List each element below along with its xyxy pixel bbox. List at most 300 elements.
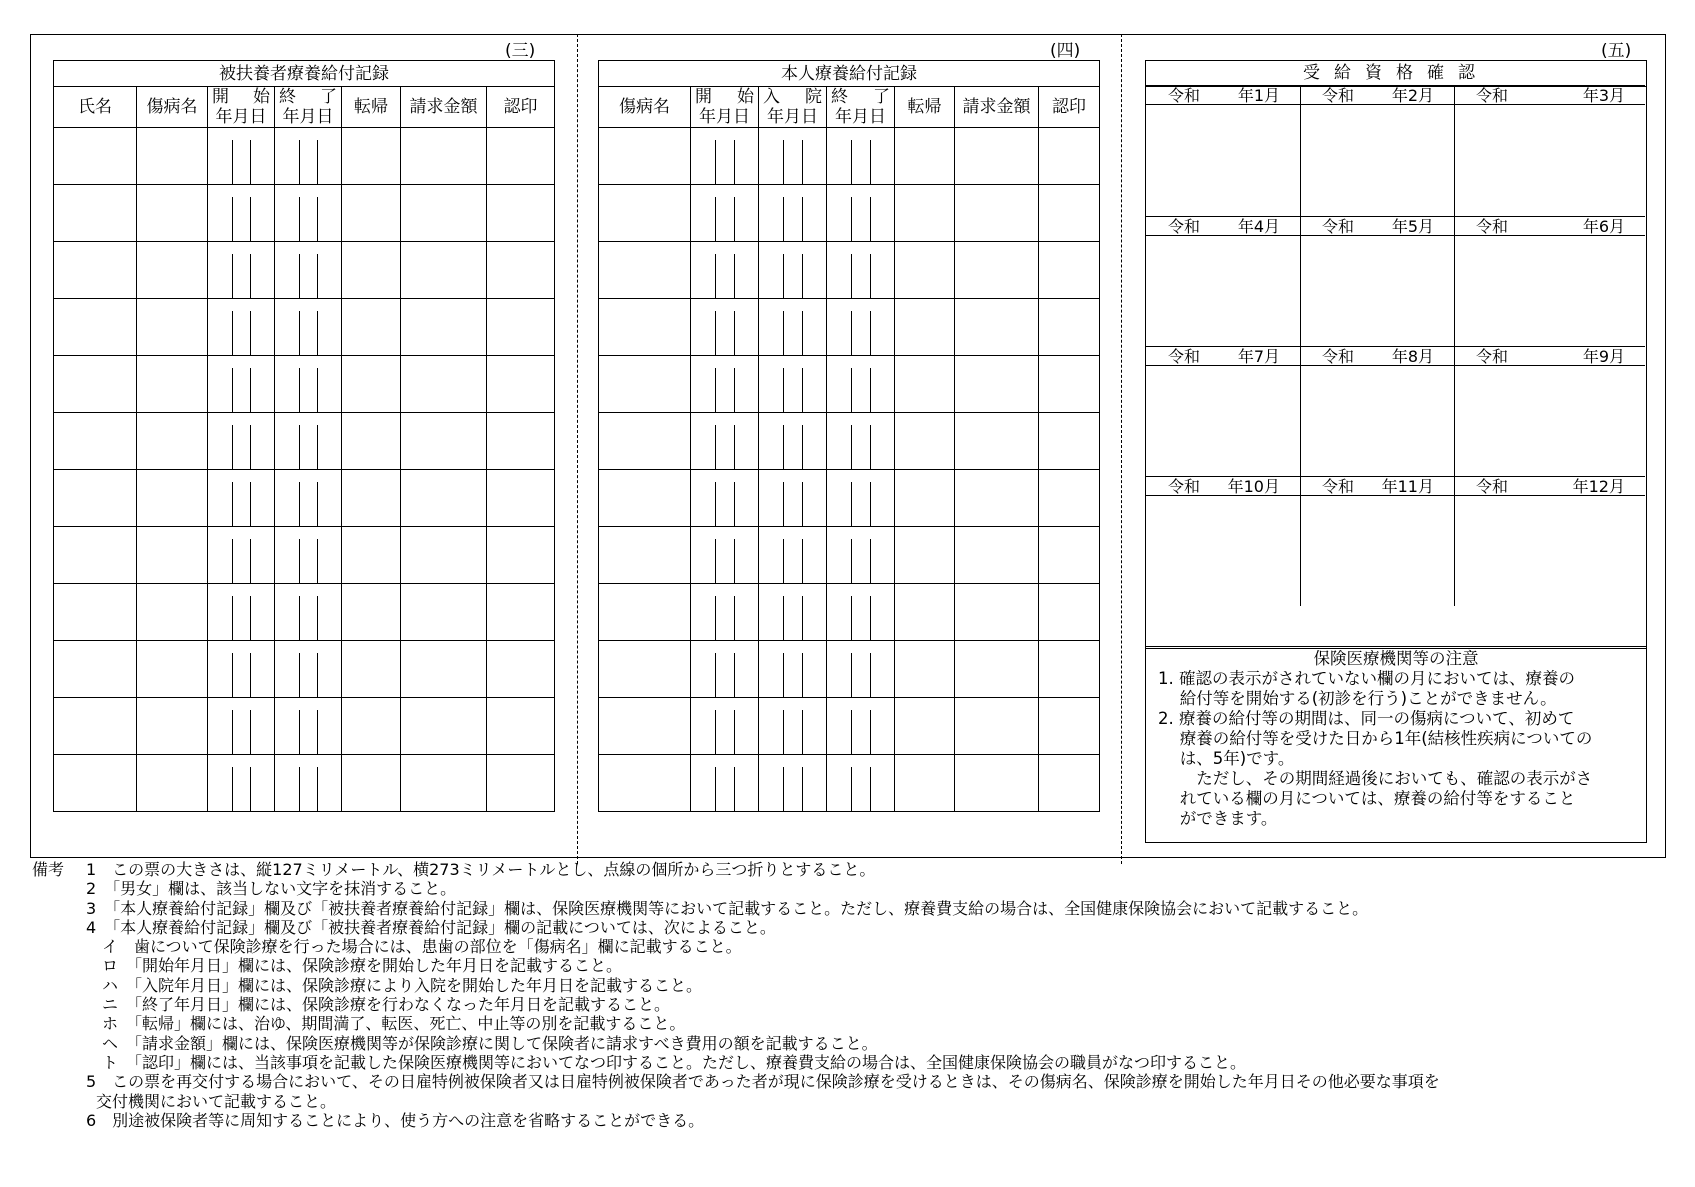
entry-cell[interactable] <box>955 242 1039 299</box>
entry-cell[interactable] <box>137 128 208 185</box>
entry-cell[interactable] <box>955 698 1039 755</box>
entry-cell[interactable] <box>342 185 401 242</box>
fold-line-left <box>577 34 578 864</box>
record-row <box>54 413 555 470</box>
entry-cell[interactable] <box>54 698 137 755</box>
month-label <box>1146 216 1300 236</box>
record-row <box>599 470 1100 527</box>
entry-cell[interactable] <box>895 470 955 527</box>
entry-cell[interactable] <box>895 185 955 242</box>
remarks-line: 3 「本人療養給付記録」欄及び「被扶養者療養給付記録」欄は、保険医療機関等において記載すること。ただし、療養費支給の場合は、全国健康保険協会において記載すること。 <box>86 898 1369 918</box>
era-label: 令和 <box>1322 217 1355 236</box>
entry-cell[interactable] <box>401 584 487 641</box>
date-entry-cell[interactable] <box>691 299 759 356</box>
entry-cell[interactable] <box>54 128 137 185</box>
entry-cell[interactable] <box>342 242 401 299</box>
record-row <box>599 698 1100 755</box>
entry-cell[interactable] <box>599 584 691 641</box>
entry-cell[interactable] <box>599 242 691 299</box>
entry-cell[interactable] <box>1039 128 1100 185</box>
entry-cell[interactable] <box>487 185 555 242</box>
date-entry-cell[interactable] <box>275 185 342 242</box>
entry-cell[interactable] <box>895 356 955 413</box>
header-end-b: 了 <box>320 87 337 107</box>
date-entry-cell[interactable] <box>208 470 275 527</box>
entry-cell[interactable] <box>1039 641 1100 698</box>
entry-cell[interactable] <box>342 755 401 812</box>
entry-cell[interactable] <box>487 299 555 356</box>
entry-cell[interactable] <box>955 755 1039 812</box>
record-row <box>599 584 1100 641</box>
date-entry-cell[interactable] <box>208 413 275 470</box>
date-entry-cell[interactable] <box>275 470 342 527</box>
record-row <box>599 413 1100 470</box>
date-entry-cell[interactable] <box>827 356 895 413</box>
era-label: 令和 <box>1168 86 1201 105</box>
month-label <box>1300 85 1454 105</box>
era-label: 令和 <box>1476 86 1509 105</box>
section-number-four: (四) <box>1050 41 1081 61</box>
entry-cell[interactable] <box>137 470 208 527</box>
header-disease: 傷病名 <box>137 87 208 128</box>
month-grid-divider <box>1300 86 1301 606</box>
era-label: 令和 <box>1476 477 1509 496</box>
entry-cell[interactable] <box>401 413 487 470</box>
entry-cell[interactable] <box>54 470 137 527</box>
table-title: 被扶養者療養給付記録 <box>54 61 555 87</box>
header-start-a: 開 <box>695 87 712 107</box>
notice-items <box>1146 669 1646 829</box>
header-end-ymd: 年月日 <box>835 107 886 127</box>
entry-cell[interactable] <box>401 470 487 527</box>
date-entry-cell[interactable] <box>208 755 275 812</box>
header-start-ymd: 年月日 <box>215 107 267 127</box>
entry-cell[interactable] <box>137 641 208 698</box>
record-row <box>54 470 555 527</box>
month-name: 年3月 <box>1582 86 1625 105</box>
date-entry-cell[interactable] <box>759 413 827 470</box>
entry-cell[interactable] <box>955 413 1039 470</box>
date-entry-cell[interactable] <box>691 185 759 242</box>
header-admission-date <box>759 87 827 128</box>
era-label: 令和 <box>1322 86 1355 105</box>
date-entry-cell[interactable] <box>275 641 342 698</box>
entry-cell[interactable] <box>955 356 1039 413</box>
entry-cell[interactable] <box>137 755 208 812</box>
entry-cell[interactable] <box>1039 755 1100 812</box>
record-row <box>599 128 1100 185</box>
month-confirmation-cell[interactable] <box>1146 106 1300 216</box>
entry-cell[interactable] <box>1039 698 1100 755</box>
era-label: 令和 <box>1322 347 1355 366</box>
record-row <box>54 185 555 242</box>
notice-line: は、5年)です。 <box>1158 749 1295 768</box>
entry-cell[interactable] <box>54 584 137 641</box>
month-confirmation-cell[interactable] <box>1454 106 1645 216</box>
entry-cell[interactable] <box>342 641 401 698</box>
month-label <box>1454 346 1645 366</box>
entry-cell[interactable] <box>599 641 691 698</box>
entry-cell[interactable] <box>1039 413 1100 470</box>
entry-cell[interactable] <box>54 413 137 470</box>
month-grid-divider <box>1454 86 1455 606</box>
date-entry-cell[interactable] <box>759 584 827 641</box>
record-row <box>54 755 555 812</box>
entry-cell[interactable] <box>955 527 1039 584</box>
notice-line: ただし、その期間経過後においても、確認の表示がさ <box>1158 769 1593 788</box>
remarks-line: 4 「本人療養給付記録」欄及び「被扶養者療養給付記録」欄の記載については、次によること。 <box>86 917 776 937</box>
month-name: 年11月 <box>1381 477 1434 496</box>
record-row <box>54 299 555 356</box>
date-entry-cell[interactable] <box>759 242 827 299</box>
entry-cell[interactable] <box>401 527 487 584</box>
date-entry-cell[interactable] <box>275 356 342 413</box>
entry-cell[interactable] <box>487 698 555 755</box>
month-name: 年2月 <box>1391 86 1434 105</box>
date-entry-cell[interactable] <box>208 584 275 641</box>
month-confirmation-cell[interactable] <box>1300 106 1454 216</box>
entry-cell[interactable] <box>599 698 691 755</box>
entry-cell[interactable] <box>342 299 401 356</box>
month-name: 年9月 <box>1582 347 1625 366</box>
entry-cell[interactable] <box>342 698 401 755</box>
month-confirmation-cell[interactable] <box>1454 366 1645 476</box>
header-end-date <box>827 87 895 128</box>
header-name: 氏名 <box>54 87 137 128</box>
provider-notice <box>1146 646 1646 842</box>
entry-cell[interactable] <box>599 413 691 470</box>
entry-cell[interactable] <box>137 185 208 242</box>
month-confirmation-cell[interactable] <box>1146 236 1300 346</box>
header-end-a: 終 <box>831 87 848 107</box>
record-row <box>599 755 1100 812</box>
notice-line: ができます。 <box>1158 809 1278 828</box>
header-end-b: 了 <box>873 87 890 107</box>
entry-cell[interactable] <box>401 242 487 299</box>
entry-cell[interactable] <box>895 128 955 185</box>
entry-cell[interactable] <box>342 128 401 185</box>
header-outcome: 転帰 <box>342 87 401 128</box>
date-entry-cell[interactable] <box>691 128 759 185</box>
entry-cell[interactable] <box>54 299 137 356</box>
month-name: 年4月 <box>1237 217 1280 236</box>
record-row <box>599 356 1100 413</box>
entry-cell[interactable] <box>342 470 401 527</box>
table-title: 本人療養給付記録 <box>599 61 1100 87</box>
month-name: 年12月 <box>1572 477 1625 496</box>
date-entry-cell[interactable] <box>208 185 275 242</box>
entry-cell[interactable] <box>1039 299 1100 356</box>
header-start-b: 始 <box>737 87 754 107</box>
entry-cell[interactable] <box>137 584 208 641</box>
date-entry-cell[interactable] <box>759 299 827 356</box>
entry-cell[interactable] <box>137 413 208 470</box>
header-adm-b: 院 <box>805 87 822 107</box>
date-entry-cell[interactable] <box>275 242 342 299</box>
date-entry-cell[interactable] <box>208 128 275 185</box>
era-label: 令和 <box>1476 217 1509 236</box>
entry-cell[interactable] <box>342 527 401 584</box>
remarks-line: 2 「男女」欄は、該当しない文字を抹消すること。 <box>86 879 457 899</box>
date-entry-cell[interactable] <box>691 641 759 698</box>
entry-cell[interactable] <box>487 413 555 470</box>
header-end-ymd: 年月日 <box>282 107 334 127</box>
insured-care-record-table <box>598 60 1100 812</box>
entry-cell[interactable] <box>955 584 1039 641</box>
entry-cell[interactable] <box>401 185 487 242</box>
record-row <box>599 641 1100 698</box>
date-entry-cell[interactable] <box>691 356 759 413</box>
date-entry-cell[interactable] <box>827 128 895 185</box>
date-entry-cell[interactable] <box>759 641 827 698</box>
date-entry-cell[interactable] <box>827 527 895 584</box>
record-row <box>54 128 555 185</box>
date-entry-cell[interactable] <box>275 698 342 755</box>
header-claim: 請求金額 <box>955 87 1039 128</box>
remarks-line: ヘ 「請求金額」欄には、保険医療機関等が保険診療に関して保険者に請求すべき費用の額を記載すること。 <box>86 1033 878 1053</box>
entry-cell[interactable] <box>895 698 955 755</box>
remarks-line: ト 「認印」欄には、当該事項を記載した保険医療機関等においてなつ印すること。ただし、療養費支給の場合は、全国健康保険協会の職員がなつ印すること。 <box>86 1052 1247 1072</box>
era-label: 令和 <box>1168 217 1201 236</box>
date-entry-cell[interactable] <box>827 698 895 755</box>
date-entry-cell[interactable] <box>691 413 759 470</box>
entry-cell[interactable] <box>955 299 1039 356</box>
header-end-a: 終 <box>279 87 296 107</box>
date-entry-cell[interactable] <box>208 641 275 698</box>
month-confirmation-cell[interactable] <box>1146 496 1300 606</box>
date-entry-cell[interactable] <box>275 584 342 641</box>
date-entry-cell[interactable] <box>691 755 759 812</box>
date-entry-cell[interactable] <box>275 527 342 584</box>
entry-cell[interactable] <box>1039 185 1100 242</box>
month-name: 年8月 <box>1391 347 1434 366</box>
notice-line: 療養の給付等を受けた日から1年(結核性疾病についての <box>1158 729 1593 748</box>
date-entry-cell[interactable] <box>759 755 827 812</box>
entry-cell[interactable] <box>401 698 487 755</box>
entry-cell[interactable] <box>599 527 691 584</box>
entry-cell[interactable] <box>895 584 955 641</box>
entry-cell[interactable] <box>895 527 955 584</box>
era-label: 令和 <box>1322 477 1355 496</box>
date-entry-cell[interactable] <box>827 185 895 242</box>
remarks-line: ロ 「開始年月日」欄には、保険診療を開始した年月日を記載すること。 <box>86 956 623 976</box>
entry-cell[interactable] <box>1039 470 1100 527</box>
entry-cell[interactable] <box>342 413 401 470</box>
record-row <box>599 299 1100 356</box>
era-label: 令和 <box>1168 347 1201 366</box>
month-confirmation-cell[interactable] <box>1300 366 1454 476</box>
header-end-date <box>275 87 342 128</box>
entry-cell[interactable] <box>487 641 555 698</box>
entry-cell[interactable] <box>955 641 1039 698</box>
month-confirmation-cell[interactable] <box>1454 236 1645 346</box>
date-entry-cell[interactable] <box>827 413 895 470</box>
date-entry-cell[interactable] <box>759 698 827 755</box>
month-confirmation-cell[interactable] <box>1146 366 1300 476</box>
date-entry-cell[interactable] <box>208 698 275 755</box>
entry-cell[interactable] <box>54 527 137 584</box>
remarks-line: 6 別途被保険者等に周知することにより、使う方への注意を省略することができる。 <box>86 1110 705 1130</box>
remarks-line: ハ 「入院年月日」欄には、保険診療により入院を開始した年月日を記載すること。 <box>86 975 703 995</box>
entry-cell[interactable] <box>401 128 487 185</box>
entry-cell[interactable] <box>895 413 955 470</box>
date-entry-cell[interactable] <box>759 527 827 584</box>
header-adm-ymd: 年月日 <box>767 107 818 127</box>
month-name: 年10月 <box>1227 477 1280 496</box>
entry-cell[interactable] <box>599 356 691 413</box>
remarks-block <box>32 860 1672 1130</box>
remarks-line-1: 備考 1 この票の大きさは、縦127ミリメートル、横273ミリメートルとし、点線の個所から三つ折りとすること。 <box>32 860 876 879</box>
record-row <box>54 527 555 584</box>
entry-cell[interactable] <box>895 242 955 299</box>
era-label: 令和 <box>1168 477 1201 496</box>
notice-line: 給付等を開始する(初診を行う)ことができません。 <box>1158 689 1557 708</box>
month-label <box>1146 476 1300 496</box>
entry-cell[interactable] <box>599 470 691 527</box>
record-row <box>599 527 1100 584</box>
entry-cell[interactable] <box>487 242 555 299</box>
month-name: 年6月 <box>1582 217 1625 236</box>
remarks-line: ニ 「終了年月日」欄には、保険診療を行わなくなった年月日を記載すること。 <box>86 995 671 1015</box>
date-entry-cell[interactable] <box>275 755 342 812</box>
eligibility-confirmation-box <box>1145 60 1647 843</box>
entry-cell[interactable] <box>487 527 555 584</box>
month-label <box>1146 85 1300 105</box>
entry-cell[interactable] <box>487 755 555 812</box>
header-adm-a: 入 <box>763 87 780 107</box>
date-entry-cell[interactable] <box>691 470 759 527</box>
entry-cell[interactable] <box>487 356 555 413</box>
entry-cell[interactable] <box>54 242 137 299</box>
section-number-three: (三) <box>505 41 536 61</box>
remarks-line: ホ 「転帰」欄には、治ゆ、期間満了、転医、死亡、中止等の別を記載すること。 <box>86 1014 686 1034</box>
entry-cell[interactable] <box>1039 356 1100 413</box>
entry-cell[interactable] <box>342 584 401 641</box>
date-entry-cell[interactable] <box>691 584 759 641</box>
date-entry-cell[interactable] <box>208 356 275 413</box>
date-entry-cell[interactable] <box>827 242 895 299</box>
date-entry-cell[interactable] <box>691 527 759 584</box>
month-confirmation-cell[interactable] <box>1454 496 1645 606</box>
entry-cell[interactable] <box>137 356 208 413</box>
date-entry-cell[interactable] <box>275 128 342 185</box>
date-entry-cell[interactable] <box>827 299 895 356</box>
header-start-b: 始 <box>253 87 270 107</box>
record-row <box>54 698 555 755</box>
record-row <box>54 356 555 413</box>
entry-cell[interactable] <box>487 128 555 185</box>
header-claim: 請求金額 <box>401 87 487 128</box>
month-name: 年7月 <box>1237 347 1280 366</box>
date-entry-cell[interactable] <box>275 299 342 356</box>
header-outcome: 転帰 <box>895 87 955 128</box>
date-entry-cell[interactable] <box>827 641 895 698</box>
header-seal: 認印 <box>487 87 555 128</box>
notice-line: れている欄の月については、療養の給付等をすること <box>1158 789 1576 808</box>
entry-cell[interactable] <box>54 755 137 812</box>
date-entry-cell[interactable] <box>759 128 827 185</box>
month-name: 年5月 <box>1391 217 1434 236</box>
entry-cell[interactable] <box>401 356 487 413</box>
record-row <box>54 641 555 698</box>
date-entry-cell[interactable] <box>691 242 759 299</box>
entry-cell[interactable] <box>599 755 691 812</box>
header-start-a: 開 <box>212 87 229 107</box>
date-entry-cell[interactable] <box>827 755 895 812</box>
month-label <box>1300 346 1454 366</box>
date-entry-cell[interactable] <box>208 242 275 299</box>
date-entry-cell[interactable] <box>759 470 827 527</box>
month-label <box>1146 346 1300 366</box>
date-entry-cell[interactable] <box>827 470 895 527</box>
remarks-line: 5 この票を再交付する場合において、その日雇特例被保険者又は日雇特例被保険者であった者が現に保険診療を受けるときは、その傷病名、保険診療を開始した年月日その他必要な事項を <box>86 1072 1440 1092</box>
entry-cell[interactable] <box>895 641 955 698</box>
section-number-five: (五) <box>1601 41 1632 61</box>
entry-cell[interactable] <box>137 299 208 356</box>
month-name: 年1月 <box>1237 86 1280 105</box>
entry-cell[interactable] <box>895 755 955 812</box>
entry-cell[interactable] <box>342 356 401 413</box>
remarks-label: 備考 <box>32 860 65 879</box>
month-confirmation-cell[interactable] <box>1300 496 1454 606</box>
date-entry-cell[interactable] <box>275 413 342 470</box>
header-disease: 傷病名 <box>599 87 691 128</box>
entry-cell[interactable] <box>487 470 555 527</box>
header-start-ymd: 年月日 <box>699 107 750 127</box>
date-entry-cell[interactable] <box>691 698 759 755</box>
entry-cell[interactable] <box>1039 527 1100 584</box>
entry-cell[interactable] <box>401 641 487 698</box>
entry-cell[interactable] <box>895 299 955 356</box>
entry-cell[interactable] <box>54 356 137 413</box>
month-confirmation-cell[interactable] <box>1300 236 1454 346</box>
month-label <box>1454 476 1645 496</box>
entry-cell[interactable] <box>137 527 208 584</box>
header-start-date <box>208 87 275 128</box>
entry-cell[interactable] <box>54 185 137 242</box>
month-label <box>1300 476 1454 496</box>
entry-cell[interactable] <box>1039 242 1100 299</box>
entry-cell[interactable] <box>955 185 1039 242</box>
entry-cell[interactable] <box>955 128 1039 185</box>
date-entry-cell[interactable] <box>759 185 827 242</box>
entry-cell[interactable] <box>137 698 208 755</box>
entry-cell[interactable] <box>401 755 487 812</box>
month-label <box>1454 216 1645 236</box>
entry-cell[interactable] <box>54 641 137 698</box>
entry-cell[interactable] <box>955 470 1039 527</box>
era-label: 令和 <box>1476 347 1509 366</box>
date-entry-cell[interactable] <box>208 527 275 584</box>
record-row <box>599 185 1100 242</box>
notice-line: 2. 療養の給付等の期間は、同一の傷病について、初めて <box>1158 709 1575 728</box>
eligibility-title: 受給資格確認 <box>1146 61 1646 87</box>
dependent-care-record-table <box>53 60 555 812</box>
month-label <box>1454 85 1645 105</box>
entry-cell[interactable] <box>599 128 691 185</box>
date-entry-cell[interactable] <box>208 299 275 356</box>
date-entry-cell[interactable] <box>827 584 895 641</box>
header-start-date <box>691 87 759 128</box>
date-entry-cell[interactable] <box>759 356 827 413</box>
record-row <box>54 242 555 299</box>
entry-cell[interactable] <box>137 242 208 299</box>
entry-cell[interactable] <box>1039 584 1100 641</box>
entry-cell[interactable] <box>599 299 691 356</box>
entry-cell[interactable] <box>401 299 487 356</box>
entry-cell[interactable] <box>487 584 555 641</box>
entry-cell[interactable] <box>599 185 691 242</box>
